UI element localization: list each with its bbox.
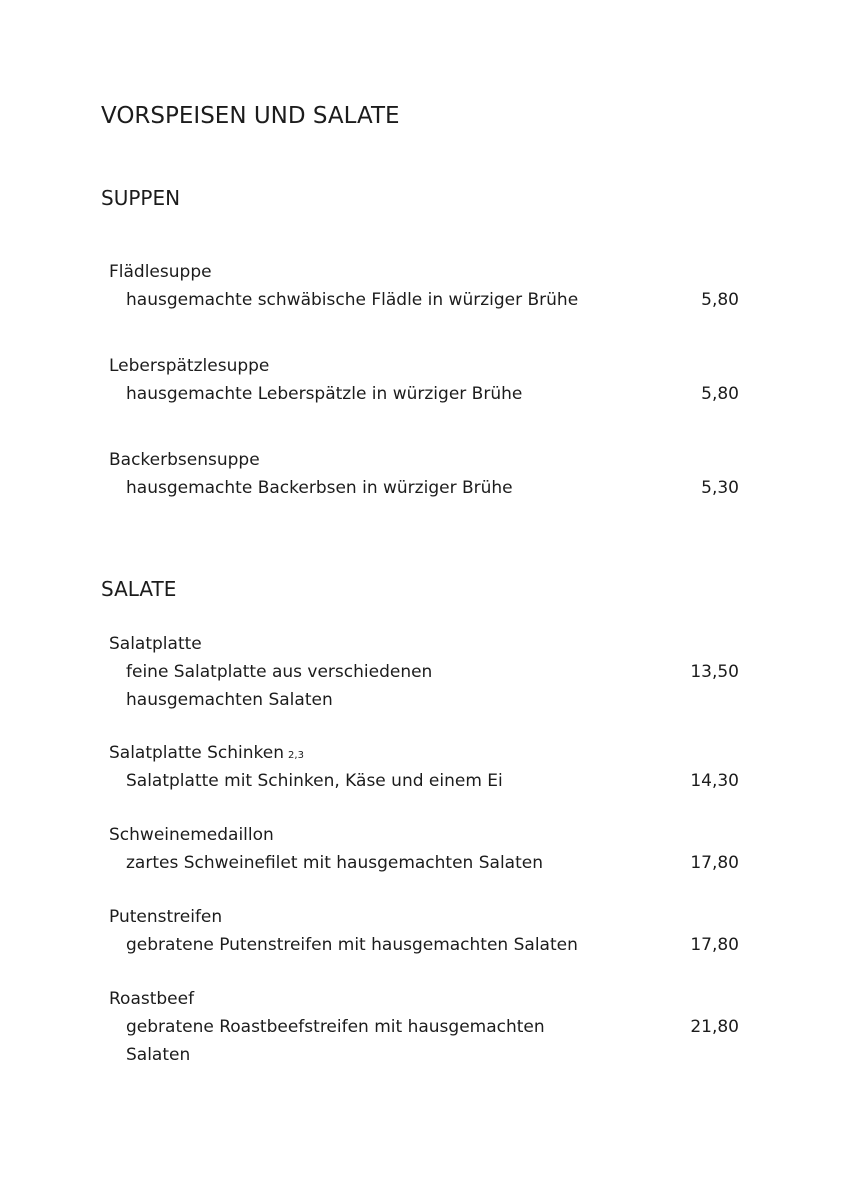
allergen-codes: 2,3 <box>288 750 304 761</box>
menu-item-description: zartes Schweinefilet mit hausgemachten Salaten <box>126 853 543 873</box>
menu-item-description: Salatplatte mit Schinken, Käse und einem Ei <box>126 771 503 791</box>
menu-item-description: hausgemachte Backerbsen in würziger Brühe <box>126 478 513 498</box>
page-title: VORSPEISEN UND SALATE <box>101 103 400 129</box>
menu-item-description: feine Salatplatte aus verschiedenen hausgemachten Salaten <box>126 662 433 710</box>
menu-item-description: hausgemachte Leberspätzle in würziger Brühe <box>126 384 523 404</box>
menu-item-name: Putenstreifen <box>109 907 223 927</box>
section-title-suppen: SUPPEN <box>101 186 181 210</box>
menu-item-backerbsensuppe <box>109 446 739 502</box>
menu-item-salatplatte-schinken <box>109 739 739 795</box>
menu-item-price: 13,50 <box>690 662 739 682</box>
menu-item-description: gebratene Putenstreifen mit hausgemachten Salaten <box>126 935 578 955</box>
menu-item-flaedlesuppe <box>109 258 739 314</box>
menu-item-putenstreifen <box>109 903 739 959</box>
menu-item-price: 5,30 <box>701 478 739 498</box>
menu-item-price: 17,80 <box>690 935 739 955</box>
menu-item-price: 21,80 <box>690 1017 739 1037</box>
menu-item-name: Salatplatte <box>109 634 202 654</box>
menu-item-roastbeef <box>109 985 739 1069</box>
menu-item-leberspaetzlesuppe <box>109 352 739 408</box>
menu-item-name: Schweinemedaillon <box>109 825 274 845</box>
menu-item-price: 17,80 <box>690 853 739 873</box>
menu-item-name: Flädlesuppe <box>109 262 212 282</box>
menu-item-schweinemedaillon <box>109 821 739 877</box>
menu-item-salatplatte <box>109 630 739 714</box>
menu-item-price: 14,30 <box>690 771 739 791</box>
menu-item-name: Leberspätzlesuppe <box>109 356 270 376</box>
menu-item-name: Roastbeef <box>109 989 195 1009</box>
menu-item-name: Backerbsensuppe <box>109 450 260 470</box>
menu-item-price: 5,80 <box>701 384 739 404</box>
section-title-salate: SALATE <box>101 577 177 601</box>
menu-item-name: Salatplatte Schinken 2,3 <box>109 743 304 763</box>
menu-item-description: gebratene Roastbeefstreifen mit hausgemachten Salaten <box>126 1017 545 1065</box>
menu-item-description: hausgemachte schwäbische Flädle in würziger Brühe <box>126 290 579 310</box>
menu-item-price: 5,80 <box>701 290 739 310</box>
